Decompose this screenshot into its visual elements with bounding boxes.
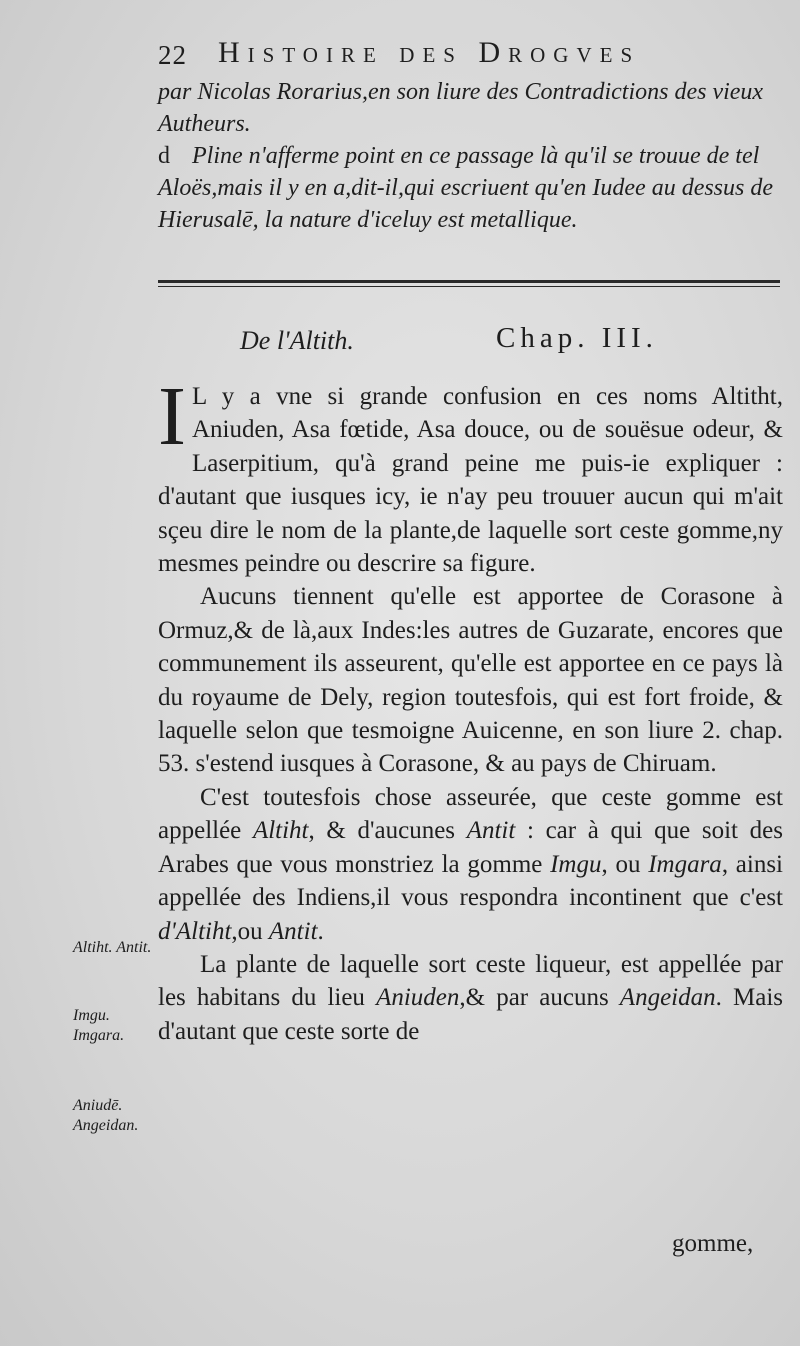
page-number: 22 xyxy=(158,40,187,70)
footnote-d xyxy=(158,140,780,236)
chapter-subject: De l'Altith. xyxy=(240,326,354,355)
footnote-marker: d xyxy=(158,143,170,169)
note-continuation: par Nicolas Rorarius,en son liure des Contradictions des vieux Autheurs. xyxy=(158,79,764,137)
body-text xyxy=(158,370,784,1048)
paragraph-4: La plante de laquelle sort ceste liqueur, est appellée par les habitans du lieu Aniuden,& par aucuns Angeidan. Mais d'autant que ceste sorte de xyxy=(158,950,783,1045)
paragraph-3: C'est toutesfois chose asseurée, que ceste gomme est appellée Altiht, & d'aucunes Antit : car à qui que soit des Arabes que vous monstriez la gomme Imgu, ou Imgara, ainsi appellée des Indiens,il vous respondra incontinent que c'est d'Altiht,ou Antit. xyxy=(158,783,784,945)
drop-cap: I xyxy=(158,370,186,463)
marginal-note-imgu: Imgu. Imgara. xyxy=(73,1007,125,1044)
running-title: Histoire des Drogves xyxy=(218,36,641,69)
marginal-note-aniuden: Aniudē. Angeidan. xyxy=(73,1097,139,1134)
paragraph-1: I L y a vne si grande confusion en ces noms Altitht, Aniuden, Asa fœtide, Asa douce, ou de souësue odeur, & Laserpitium, qu'à grand peine me puis-ie expliquer : d'autant que iusques icy, ie n'ay peu trouuer aucun qui m'ait sçeu dire le nom de la plante,de laquelle sort ceste gomme,ny mesmes peindre ou descrire sa figure. xyxy=(158,370,783,578)
footnote-text: Pline n'afferme point en ce passage là qu'il se trouue de tel Aloës,mais il y en a,dit-il,qui escriuent qu'en Iudee au dessus de Hierusalē, la nature d'iceluy est metallique. xyxy=(158,143,774,233)
catchword: gomme, xyxy=(672,1230,754,1257)
section-rule xyxy=(158,280,780,287)
marginal-note-altiht: Altiht. Antit. xyxy=(73,939,152,956)
chapter-label: Chap. III. xyxy=(496,322,658,354)
paragraph-2: Aucuns tiennent qu'elle est apportee de Corasone à Ormuz,& de là,aux Indes:les autres de Guzarate, encores que communement ils asseurent, qu'elle est apportee en ce pays là du royaume de Dely, region toutesfois, qui est fort froide, & laquelle selon que tesmoigne Auicenne, en son liure 2. chap. 53. s'estend iusques à Corasone, & au pays de Chiruam. xyxy=(158,583,783,778)
